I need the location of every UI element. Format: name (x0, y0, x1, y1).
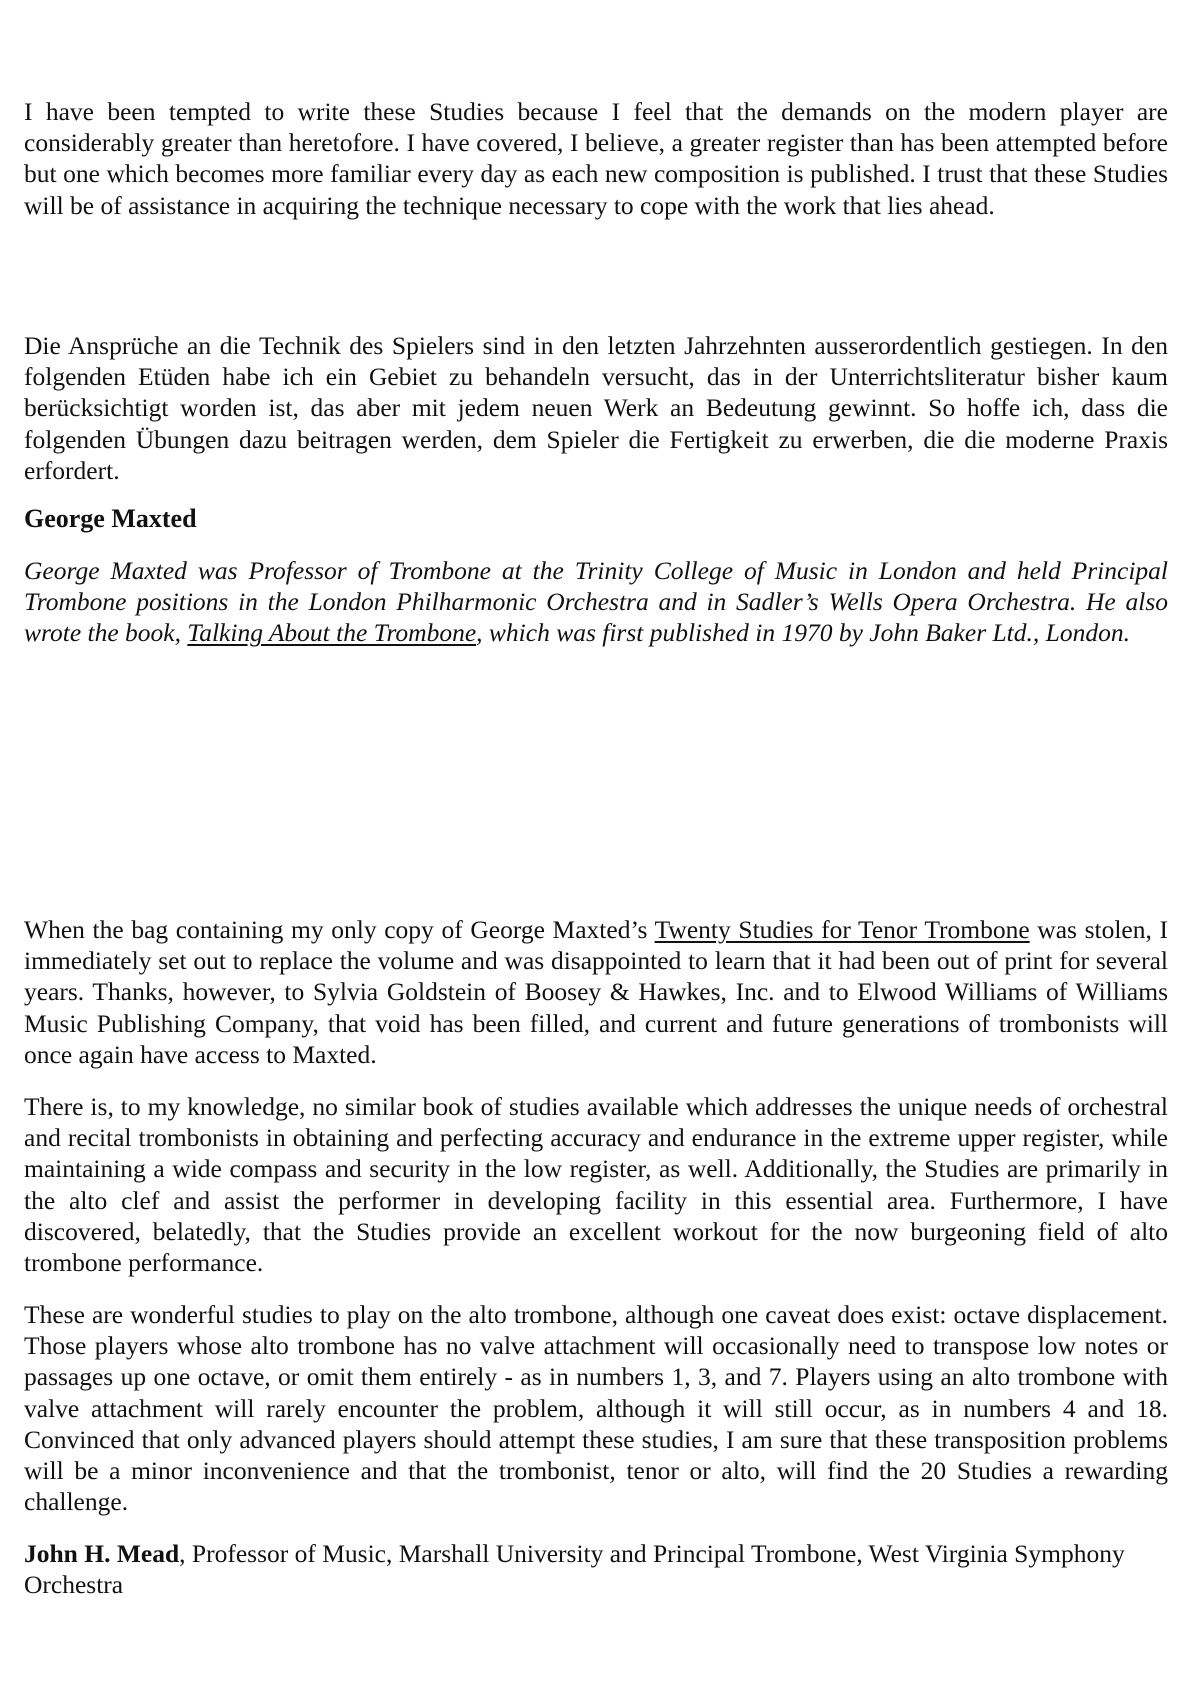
author-heading: George Maxted (24, 504, 197, 533)
editor-paragraph-1 (24, 914, 1168, 1070)
signature-name: John H. Mead (24, 1539, 180, 1568)
editor-signature (24, 1538, 1168, 1600)
editor-paragraph-2: There is, to my knowledge, no similar book of studies available which addresses the unique needs of orchestral and recital trombonists in obtaining and perfecting accuracy and endurance in the extreme upper register, while maintaining a wide compass and security in the low register, as well. Additionally, the Studies are primarily in the alto clef and assist the performer in developing facility in this essential area. Furthermore, I have discovered, belatedly, that the Studies provide an excellent workout for the now burgeoning field of alto trombone performance. (24, 1092, 1168, 1278)
author-bio (24, 555, 1168, 649)
editor-p1-end: was stolen, I immediately set out to replace the volume and was disappointed to learn that it had been out of print for several years. Thanks, however, to Sylvia Goldstein of Boosey & Hawkes, Inc. and to Elwood Williams of Williams Music Publishing Company, that void has been filled, and current and future generations of trombonists will once again have access to Maxted. (24, 915, 1169, 1069)
author-bio-text-end: , which was first published in 1970 by John Baker Ltd., London. (476, 618, 1130, 648)
studies-title: Twenty Studies for Tenor Trombone (654, 915, 1030, 944)
editor-p1-start: When the bag containing my only copy of George Maxted’s (24, 915, 655, 944)
author-bio-text: George Maxted was Professor of Trombone at the Trinity College of Music in London and held Principal Trombone positions in the London Philharmonic Orchestra and in Sadler’s Wells Opera Orchestra. He also wrote the book, (24, 556, 1168, 648)
preface-english: I have been tempted to write these Studies because I feel that the demands on the modern player are considerably greater than heretofore. I have covered, I believe, a greater register than has been attempted before but one which becomes more familiar every day as each new composition is published. I trust that these Studies will be of assistance in acquiring the technique necessary to cope with the work that lies ahead. (24, 97, 1168, 220)
editor-paragraph-3: These are wonderful studies to play on the alto trombone, although one caveat does exist: octave displacement. Those players whose alto trombone has no valve attachment will occasionally need to transpose low notes or passages up one octave, or omit them entirely - as in numbers 1, 3, and 7. Players using an alto trombone with valve attachment will rarely encounter the problem, although it will still occur, as in numbers 4 and 18. Convinced that only advanced players should attempt these studies, I am sure that these transposition problems will be a minor inconvenience and that the trombonist, tenor or alto, will find the 20 Studies a rewarding challenge. (24, 1300, 1168, 1517)
book-title: Talking About the Trombone (187, 618, 477, 648)
signature-affiliation: , Professor of Music, Marshall University and Principal Trombone, West Virginia Symphony Orchestra (24, 1539, 1125, 1600)
preface-german: Die Ansprüche an die Technik des Spielers sind in den letzten Jahrzehnten ausserordentlich gestiegen. In den folgenden Etüden habe ich ein Gebiet zu behandeln versucht, das in der Unterrichtsliteratur bisher kaum berücksichtigt worden ist, das aber mit jedem neuen Werk an Bedeutung gewinnt. So hoffe ich, dass die folgenden Übungen dazu beitragen werden, dem Spieler die Fertigkeit zu erwerben, die die moderne Praxis erfordert. (24, 331, 1168, 485)
